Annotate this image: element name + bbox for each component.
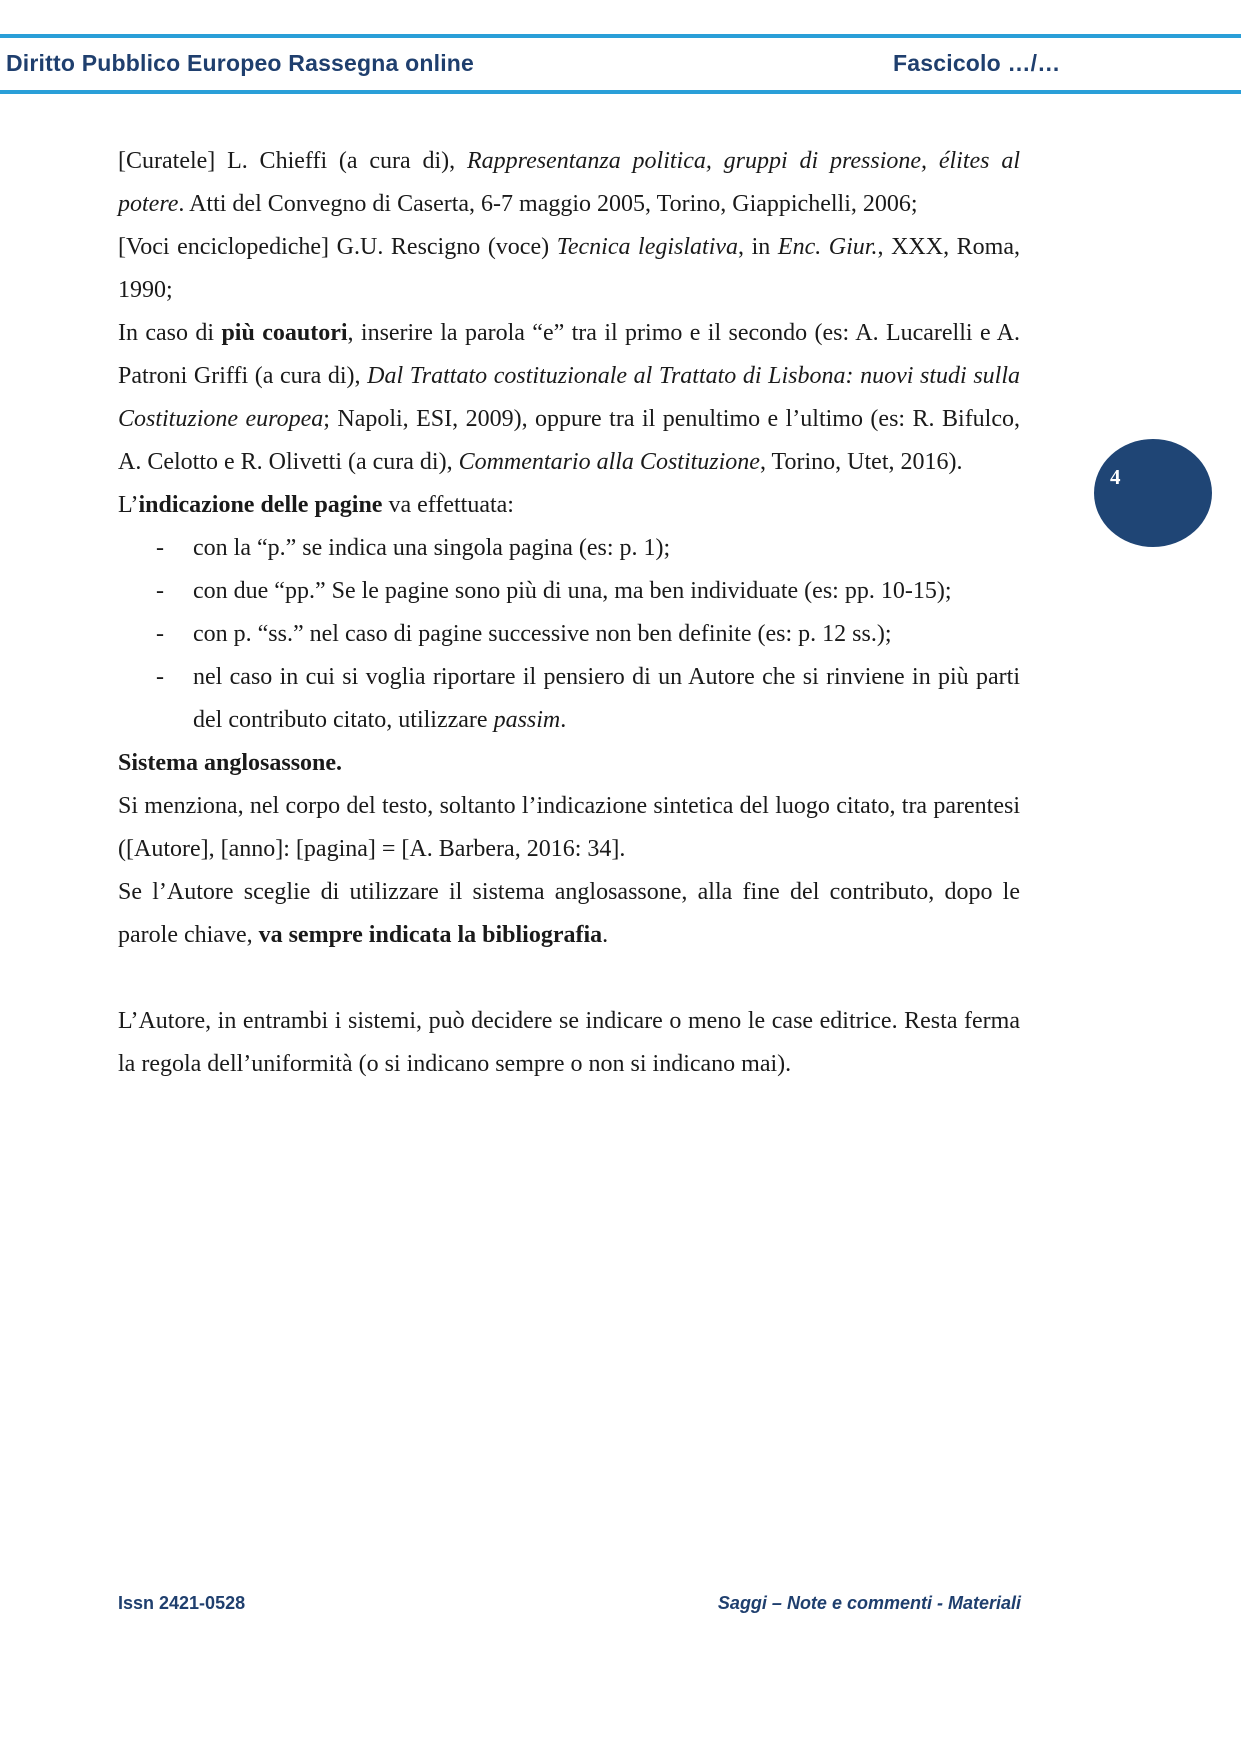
list-item-text: con due “pp.” Se le pagine sono più di una, ma ben individuate (es: pp. 10-15);	[193, 578, 952, 604]
list-item-italic: passim	[493, 707, 561, 733]
voci-author: G.U. Rescigno (voce)	[329, 234, 557, 260]
sistema-p2-bold: va sempre indicata la bibliografia	[258, 922, 603, 948]
dash-marker: -	[156, 664, 164, 690]
pagine-bold: indicazione delle pagine	[138, 492, 383, 518]
pagine-lead: L’	[118, 492, 139, 518]
list-item	[118, 613, 1020, 656]
list-item	[118, 570, 1020, 613]
voci-paragraph	[118, 226, 1020, 312]
curatele-tag: [Curatele]	[118, 148, 216, 174]
pagine-paragraph	[118, 484, 1020, 527]
journal-title: Diritto Pubblico Europeo Rassegna online	[6, 50, 475, 76]
coautori-paragraph	[118, 312, 1020, 484]
sistema-heading-text: Sistema anglosassone.	[118, 750, 343, 776]
pagine-rest: va effettuata:	[382, 492, 514, 518]
issue-label: Fascicolo …/…	[893, 50, 1061, 76]
coautori-title2: Commentario alla Costituzione	[458, 449, 760, 475]
header-top-rule	[0, 34, 1241, 38]
document-body	[118, 140, 1020, 1086]
dash-marker: -	[156, 621, 164, 647]
sistema-p2-lead: Se l’Autore sceglie di utilizzare il sistema anglosassone, alla fine del contributo, dopo le parole chiave,	[118, 879, 1020, 948]
dash-marker: -	[156, 578, 164, 604]
coautori-text1: , inserire la parola “e” tra il primo e il secondo (es: A. Lucarelli e A. Patroni Griffi (a cura di),	[118, 320, 1020, 389]
coautori-title1: Dal Trattato costituzionale al Trattato di Lisbona: nuovi studi sulla Costituzione europea	[118, 363, 1020, 432]
voci-mid: , in	[738, 234, 778, 260]
voci-title: Tecnica legislativa	[556, 234, 739, 260]
dash-marker: -	[156, 535, 164, 561]
coautori-lead: In caso di	[118, 320, 222, 346]
sistema-paragraph-1: Si menziona, nel corpo del testo, soltanto l’indicazione sintetica del luogo citato, tra parentesi ([Autore], [anno]: [pagina] = [A. Barbera, 2016: 34].	[118, 793, 1020, 862]
coautori-text3: , Torino, Utet, 2016).	[759, 449, 963, 475]
sistema-heading	[118, 742, 1020, 785]
curatele-rest: . Atti del Convegno di Caserta, 6-7 maggio 2005, Torino, Giappichelli, 2006;	[178, 191, 918, 217]
section-label: Saggi – Note e commenti - Materiali	[717, 1593, 1021, 1613]
page-indication-list	[118, 527, 1020, 742]
sistema-p2-end: .	[602, 922, 609, 948]
voci-source: Enc. Giur.	[777, 234, 878, 260]
closing-paragraph: L’Autore, in entrambi i sistemi, può decidere se indicare o meno le case editrice. Resta ferma la regola dell’uniformità (o si indicano sempre o non si indicano mai).	[118, 1008, 1020, 1077]
sistema-paragraph-2	[118, 871, 1020, 957]
curatele-paragraph	[118, 140, 1020, 226]
curatele-title: Rappresentanza politica, gruppi di pressione, élites al potere	[118, 148, 1020, 217]
list-item-text: nel caso in cui si voglia riportare il pensiero di un Autore che si rinviene in più parti del contributo citato, utilizzare	[193, 664, 1020, 733]
coautori-bold: più coautori	[221, 320, 348, 346]
header-bottom-rule	[0, 90, 1241, 94]
page-number: 4	[1110, 465, 1121, 489]
list-item-text: con p. “ss.” nel caso di pagine successive non ben definite (es: p. 12 ss.);	[193, 621, 892, 647]
coautori-text2: ; Napoli, ESI, 2009), oppure tra il penultimo e l’ultimo (es: R. Bifulco, A. Celotto e R. Olivetti (a cura di),	[118, 406, 1021, 475]
issn-label: Issn 2421-0528	[118, 1593, 246, 1613]
list-item	[118, 527, 1020, 570]
curatele-author: L. Chieffi (a cura di),	[215, 148, 467, 174]
list-item-text: con la “p.” se indica una singola pagina (es: p. 1);	[193, 535, 671, 561]
page-number-badge	[1094, 439, 1212, 547]
voci-rest: , XXX, Roma, 1990;	[118, 234, 1021, 303]
list-item	[118, 656, 1020, 742]
list-item-end: .	[560, 707, 567, 733]
voci-tag: [Voci enciclopediche]	[118, 234, 330, 260]
